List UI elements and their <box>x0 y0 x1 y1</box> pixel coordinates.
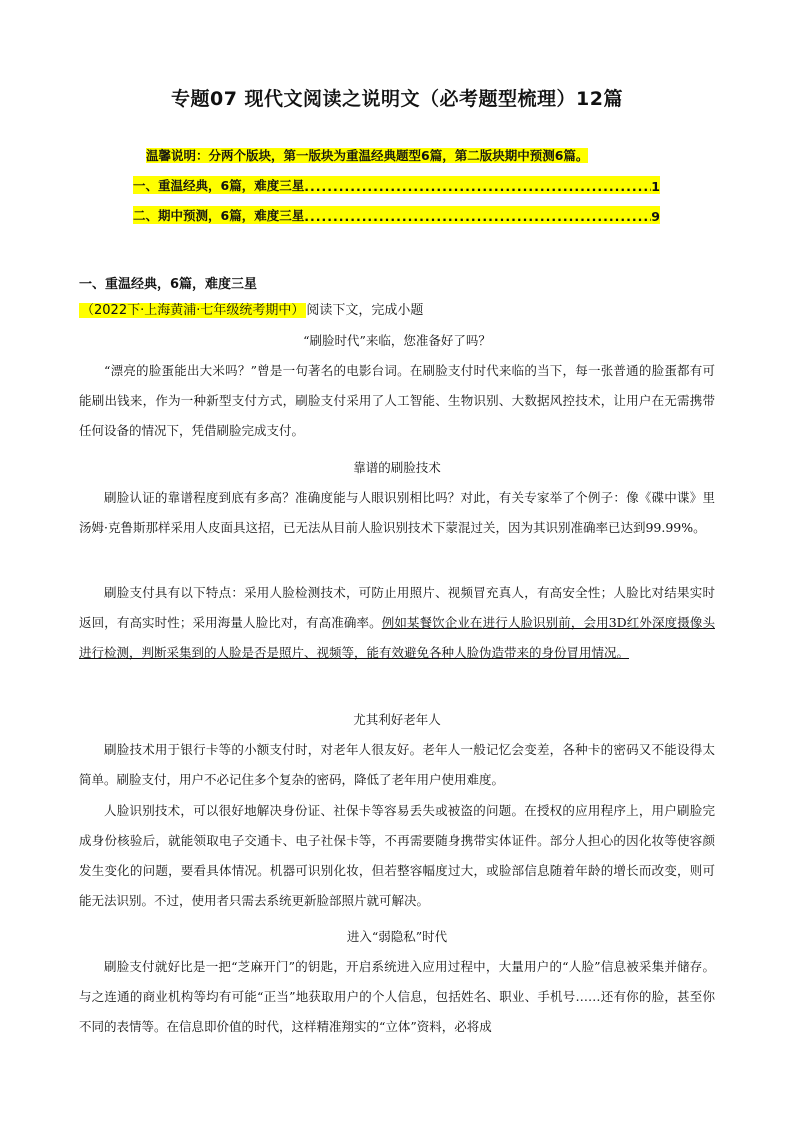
subheading-reliable-tech: 靠谱的刷脸技术 <box>353 460 441 475</box>
subheading-elderly: 尤其利好老年人 <box>353 712 441 727</box>
toc-entry-page: 1 <box>651 179 660 194</box>
toc-entry-page: 9 <box>651 209 660 224</box>
toc-entry-2[interactable] <box>133 206 660 224</box>
source-tag: （2022下·上海黄浦·七年级统考期中） <box>81 303 305 318</box>
paragraph-1: “漂亮的脸蛋能出大米吗？”曾是一句著名的电影台词。在刷脸支付时代来临的当下，每一张普通的脸蛋都有可能刷出钱来，作为一种新型支付方式，刷脸支付采用了人工智能、生物识别、大数据风控技术，让用户在无需携带任何设备的情况下，凭借刷脸完成支付。 <box>79 363 715 438</box>
paragraph-3 <box>79 578 715 668</box>
paragraph-5: 人脸识别技术，可以很好地解决身份证、社保卡等容易丢失或被盗的问题。在授权的应用程序上，用户刷脸完成身份核验后，就能领取电子交通卡、电子社保卡等，不再需要随身携带实体证件。部分人担心的因化妆等使容颜发生变化的问题，要看具体情况。机器可识别化妆，但若整容幅度过大，或脸部信息随着年龄的增长而改变，则可能无法识别。不过，使用者只需去系统更新脸部照片就可解决。 <box>79 803 715 908</box>
toc-entry-1[interactable] <box>133 176 660 194</box>
article-title: “刷脸时代”来临，您准备好了吗？ <box>303 333 491 348</box>
source-line <box>79 299 423 318</box>
paragraph-3-text: 刷脸支付具有以下特点：采用人脸检测技术，可防止用照片、视频冒充真人，有高安全性；人脸比对结果实时返回，有高实时性；采用海量人脸比对，有高准确率。 <box>79 585 715 630</box>
toc-dot-leader <box>304 179 651 194</box>
source-instruction: 阅读下文，完成小题 <box>306 303 424 318</box>
section-heading: 一、重温经典，6篇，难度三星 <box>79 277 258 292</box>
notice-text: 温馨说明：分两个版块，第一版块为重温经典题型6篇，第二版块期中预测6篇。 <box>146 148 589 163</box>
paragraph-3-underlined: 例如某餐饮企业在进行人脸识别前，会用3D红外深度摄像头进行检测，判断采集到的人脸是否是照片、视频等，能有效避免各种人脸伪造带来的身份冒用情况。 <box>79 615 715 660</box>
paragraph-4: 刷脸技术用于银行卡等的小额支付时，对老年人很友好。老年人一般记忆会变差，各种卡的密码又不能设得太简单。刷脸支付，用户不必记住多个复杂的密码，降低了老年用户使用难度。 <box>79 742 715 787</box>
toc-entry-label: 一、重温经典，6篇，难度三星 <box>133 178 305 193</box>
toc-dot-leader <box>304 209 651 224</box>
document-title: 专题07 现代文阅读之说明文（必考题型梳理）12篇 <box>171 88 623 110</box>
toc-entry-label: 二、期中预测，6篇，难度三星 <box>133 208 305 223</box>
paragraph-6: 刷脸支付就好比是一把“芝麻开门”的钥匙，开启系统进入应用过程中，大量用户的“人脸”信息被采集并储存。与之连通的商业机构等均有可能“正当”地获取用户的个人信息，包括姓名、职业、手机号……还有你的脸，甚至你不同的表情等。在信息即价值的时代，这样精准翔实的“立体”资料，必将成 <box>79 959 715 1034</box>
paragraph-2: 刷脸认证的靠谱程度到底有多高？准确度能与人眼识别相比吗？对此，有关专家举了个例子：像《碟中谍》里汤姆·克鲁斯那样采用人皮面具这招，已无法从目前人脸识别技术下蒙混过关，因为其识别准确率已达到99.99%。 <box>79 490 715 535</box>
notice-banner <box>146 146 588 164</box>
subheading-weak-privacy: 进入“弱隐私”时代 <box>346 929 448 944</box>
